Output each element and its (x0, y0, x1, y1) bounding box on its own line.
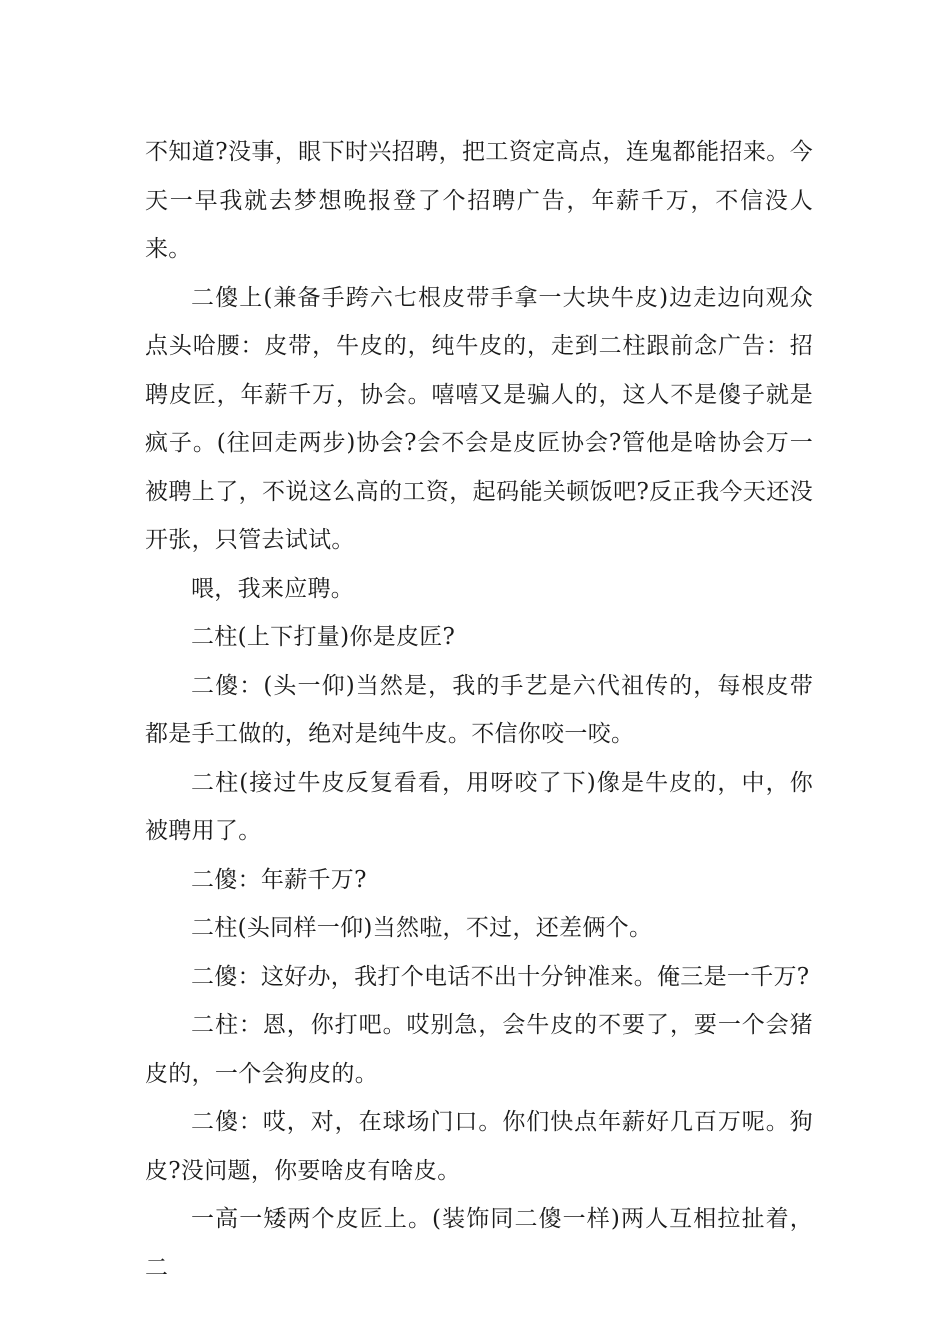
paragraph: 二傻：年薪千万? (191, 866, 367, 893)
paragraph: 二傻：哎，对，在球场门口。你们快点年薪好几百万呢。狗皮?没问题，你要啥皮有啥皮。 (145, 1109, 813, 1184)
paragraph: 二柱(上下打量)你是皮匠? (191, 624, 456, 650)
paragraph: 一高一矮两个皮匠上。(装饰同二傻一样)两人互相拉扯着，二 (145, 1206, 813, 1281)
document-body (145, 128, 813, 1292)
paragraph: 二柱(头同样一仰)当然啦，不过，还差俩个。 (191, 915, 653, 941)
paragraph: 二柱：恩，你打吧。哎别急，会牛皮的不要了，要一个会猪皮的，一个会狗皮的。 (145, 1012, 813, 1087)
paragraph: 不知道?没事，眼下时兴招聘，把工资定高点，连鬼都能招来。今天一早我就去梦想晚报登了个招聘广告，年薪千万，不信没人来。 (145, 139, 813, 262)
paragraph: 二傻：(头一仰)当然是，我的手艺是六代祖传的，每根皮带都是手工做的，绝对是纯牛皮。不信你咬一咬。 (145, 672, 813, 747)
paragraph: 二傻：这好办，我打个电话不出十分钟准来。俺三是一千万? (191, 963, 810, 990)
paragraph: 二柱(接过牛皮反复看看，用呀咬了下)像是牛皮的，中，你被聘用了。 (145, 769, 813, 844)
paragraph: 二傻上(兼备手跨六七根皮带手拿一大块牛皮)边走边向观众点头哈腰：皮带，牛皮的，纯牛皮的，走到二柱跟前念广告：招聘皮匠，年薪千万，协会。嘻嘻又是骗人的，这人不是傻子就是疯子。(往回走两步)协会?会不会是皮匠协会?管他是啥协会万一被聘上了，不说这么高的工资，起码能关顿饭吧?反正我今天还没开张，只管去试试。 (145, 284, 813, 553)
paragraph: 喂，我来应聘。 (191, 575, 355, 602)
